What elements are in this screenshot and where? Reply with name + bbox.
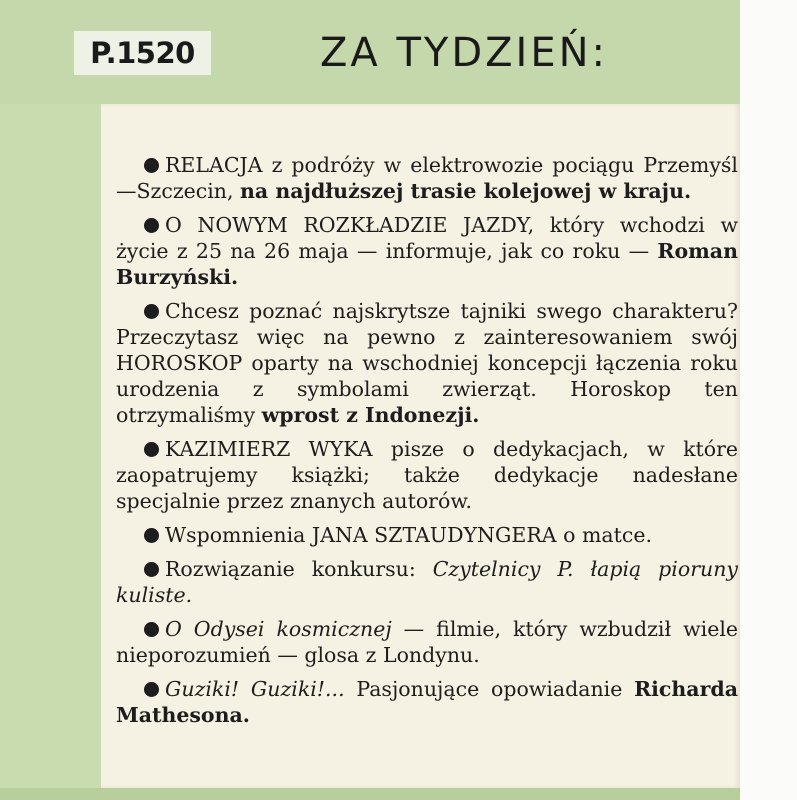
list-item: Wspomnienia JANA SZTAUDYNGERA o matce.: [116, 522, 738, 548]
issue-number: P.1520: [74, 31, 211, 75]
bottom-band: [0, 788, 797, 800]
list-item: O NOWYM ROZKŁADZIE JAZDY, który wchodzi w życie z 25 na 26 maja — informuje, jak co roku — Roman Burzyński.: [116, 213, 738, 289]
list-item: Guziki! Guziki!... Pasjonujące opowiadanie Richarda Mathesona.: [116, 677, 738, 727]
bullet-icon: [144, 528, 159, 543]
page-margin: [740, 0, 797, 800]
bullet-icon: [144, 682, 159, 697]
page-title: ZA TYDZIEŃ:: [320, 30, 609, 76]
bullet-icon: [144, 218, 159, 233]
list-item: RELACJA z podróży w elektrowozie pociągu Przemyśl—Szczecin, na najdłuższej trasie kolejowej w kraju.: [116, 153, 738, 203]
bullet-icon: [144, 562, 159, 577]
bullet-icon: [144, 442, 159, 457]
bullet-icon: [144, 622, 159, 637]
bullet-icon: [144, 158, 159, 173]
bullet-icon: [144, 304, 159, 319]
list-item: KAZIMIERZ WYKA pisze o dedykacjach, w które zaopatrujemy książki; także dedykacje nadesłane specjalnie przez znanych autorów.: [116, 437, 738, 513]
announcement-list: [116, 152, 738, 736]
list-item: O Odysei kosmicznej — filmie, który wzbudził wiele nieporozumień — glosa z Londynu.: [116, 617, 739, 667]
list-item: Chcesz poznać najskrytsze tajniki swego charakteru? Przeczytasz więc na pewno z zainteresowaniem swój HOROSKOP oparty na wschodniej koncepcji łączenia roku urodzenia z symbolami zwierząt. Horoskop ten otrzymaliśmy wprost z Indonezji.: [116, 299, 738, 427]
list-item: Rozwiązanie konkursu: Czytelnicy P. łapią pioruny kuliste.: [116, 557, 738, 607]
header-band: [0, 0, 740, 104]
